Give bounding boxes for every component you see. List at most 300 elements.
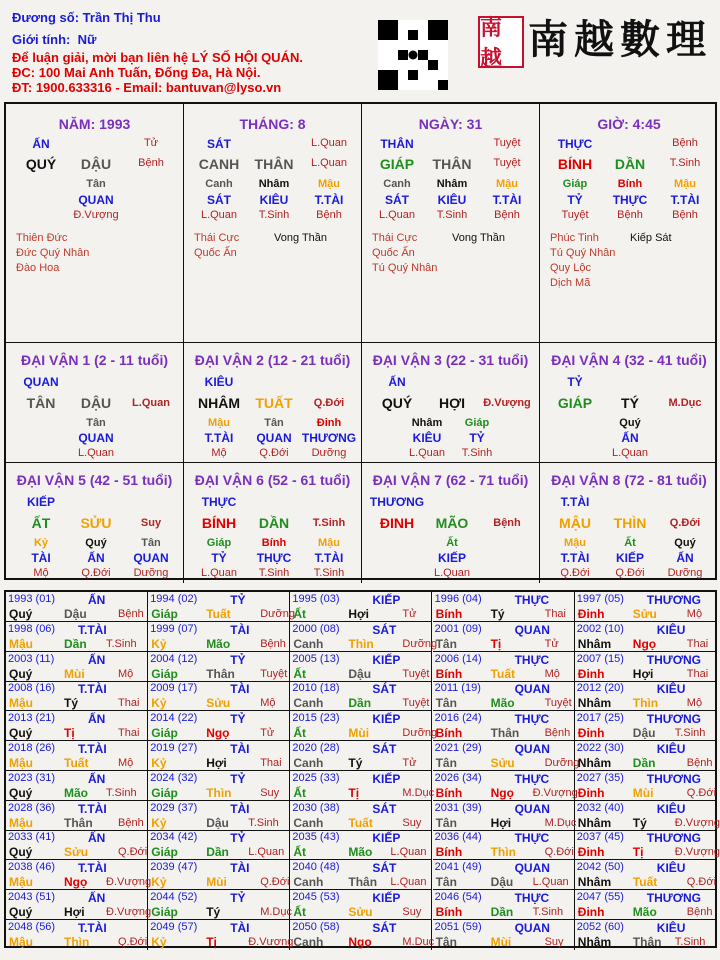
year-stem: Tân xyxy=(435,756,457,770)
year-stem: Nhâm xyxy=(577,815,612,830)
year-god: T.TÀI xyxy=(78,861,107,876)
hidden-stem-stage: L.Quan xyxy=(200,567,238,579)
year-branch: Ngọ xyxy=(64,875,88,890)
dai-van-branch: DẬU xyxy=(80,395,112,411)
year-stem: Tân xyxy=(435,875,457,890)
dai-van-branch: MÃO xyxy=(435,515,469,531)
year-cell[interactable] xyxy=(6,741,148,771)
year-stage: M.Dục xyxy=(402,935,435,948)
year-label: 2015 (23) xyxy=(292,712,340,725)
year-label: 2013 (21) xyxy=(8,712,56,725)
year-cell[interactable] xyxy=(6,681,148,711)
hidden-stem-stage: Q.Đới xyxy=(81,567,111,579)
dai-van-2 xyxy=(184,343,362,463)
year-branch: Mùi xyxy=(348,726,370,741)
year-cell[interactable] xyxy=(433,622,575,652)
year-label: 2005 (13) xyxy=(292,652,340,665)
year-branch: Dần xyxy=(348,696,372,711)
year-label: 2044 (52) xyxy=(150,891,198,903)
year-cell[interactable] xyxy=(6,830,148,860)
year-cell[interactable] xyxy=(290,622,438,652)
year-stem: Nhâm xyxy=(577,696,612,711)
year-branch: Mùi xyxy=(64,666,85,681)
year-branch: Thân xyxy=(64,815,93,830)
year-cell[interactable] xyxy=(575,801,720,831)
year-cell[interactable] xyxy=(148,741,290,771)
year-branch: Tị xyxy=(64,726,75,741)
year-stage: Mộ xyxy=(118,667,134,680)
name-line: Đương số: Trần Thị Thu xyxy=(12,10,161,25)
hidden-stem-god: QUAN xyxy=(78,431,114,445)
hidden-stem: Đinh xyxy=(316,417,342,429)
year-branch: Tị xyxy=(348,785,360,800)
year-cell[interactable] xyxy=(575,890,717,920)
hidden-stem-stage: L.Quan xyxy=(200,209,238,221)
year-stem: Đinh xyxy=(577,607,605,621)
year-cell[interactable] xyxy=(433,920,575,950)
year-cell[interactable] xyxy=(575,771,717,801)
year-stage: Mộ xyxy=(686,697,703,710)
year-label: 2007 (15) xyxy=(576,652,624,665)
year-cell[interactable] xyxy=(575,681,717,711)
dai-van-title: ĐẠI VẬN 7 (62 - 71 tuổi) xyxy=(372,472,529,488)
year-god: SÁT xyxy=(372,920,397,935)
year-branch: Tuất xyxy=(490,666,516,681)
year-label: 2026 (34) xyxy=(434,771,482,784)
year-god: TỶ xyxy=(230,771,246,786)
dai-van-stem: TÂN xyxy=(26,395,56,411)
year-stem: Tân xyxy=(435,934,457,949)
pillar-stem-god: SÁT xyxy=(207,137,231,151)
year-branch: Thân xyxy=(490,726,520,741)
year-label: 2034 (42) xyxy=(150,831,198,844)
year-stem: Quý xyxy=(9,845,33,860)
year-cell[interactable] xyxy=(433,592,575,622)
year-branch: Sửu xyxy=(206,696,231,711)
year-cell[interactable] xyxy=(6,771,148,801)
hidden-stem-god: TÀI xyxy=(31,551,51,565)
year-cell[interactable] xyxy=(290,652,432,682)
pillar-2 xyxy=(184,104,362,342)
year-god: THƯƠNG xyxy=(646,771,701,786)
year-label: 2049 (57) xyxy=(150,920,198,933)
hidden-stem-stage: T.Sinh xyxy=(258,209,290,221)
dai-van-god: TỶ xyxy=(567,375,583,389)
year-cell[interactable] xyxy=(433,771,578,801)
hidden-stem-god: TỶ xyxy=(567,193,583,207)
year-stem: Đinh xyxy=(577,905,605,919)
year-label: 2046 (54) xyxy=(434,891,482,903)
dai-van-2 xyxy=(184,463,362,583)
hidden-stem: Tân xyxy=(86,417,106,429)
dai-van-title: ĐẠI VẬN 2 (12 - 21 tuổi) xyxy=(194,352,351,368)
year-stage: T.Sinh xyxy=(532,906,564,918)
year-stage: Suy xyxy=(402,906,422,918)
star-name: Quy Lộc xyxy=(550,262,591,274)
year-stem: Tân xyxy=(435,636,457,651)
star-name: Tú Quý Nhân xyxy=(550,247,616,259)
year-label: 2024 (32) xyxy=(150,771,198,784)
hidden-stem-god: THƯƠNG xyxy=(301,431,357,445)
year-cell[interactable] xyxy=(575,860,717,890)
year-cell[interactable] xyxy=(290,592,432,622)
year-stem: Mậu xyxy=(9,696,33,711)
hidden-stem-god: KIẾP xyxy=(615,551,644,565)
year-branch: Thìn xyxy=(490,845,516,860)
year-branch: Dậu xyxy=(206,815,229,830)
hidden-stem-god: TỶ xyxy=(469,431,485,445)
year-stage: L.Quan xyxy=(248,846,285,859)
year-stem: Nhâm xyxy=(577,756,612,770)
hidden-stem-stage: Đ.Vượng xyxy=(73,209,119,221)
star-name: Vong Thần xyxy=(274,232,328,244)
year-stage: Thai xyxy=(118,697,140,710)
year-cell[interactable] xyxy=(148,592,295,622)
year-label: 2029 (37) xyxy=(150,801,198,814)
year-cell[interactable] xyxy=(148,801,290,831)
hidden-stem-god: T.TÀI xyxy=(492,193,522,207)
hidden-stem-god: ẤN xyxy=(676,551,694,565)
year-branch: Tuất xyxy=(632,875,658,890)
year-stage: Thai xyxy=(686,637,709,650)
dai-van-stem: BÍNH xyxy=(201,515,237,531)
year-stage: Bệnh xyxy=(260,637,286,650)
year-stage: Bệnh xyxy=(544,727,571,740)
year-label: 2031 (39) xyxy=(434,801,482,814)
year-cell[interactable] xyxy=(290,681,432,711)
year-cell[interactable] xyxy=(575,622,717,652)
year-cell[interactable] xyxy=(290,890,432,920)
year-god: TỶ xyxy=(230,891,246,905)
hidden-stem-god: T.TÀI xyxy=(204,431,234,445)
year-stage: Tuyệt xyxy=(402,667,430,680)
year-label: 2023 (31) xyxy=(8,771,56,784)
year-god: KIẾP xyxy=(372,771,401,786)
hidden-stem-god: KIÊU xyxy=(437,193,467,207)
dai-van-4 xyxy=(540,463,718,583)
year-god: TỶ xyxy=(230,712,246,727)
year-label: 2011 (19) xyxy=(434,682,481,695)
year-cell[interactable] xyxy=(6,890,152,920)
year-label: 2020 (28) xyxy=(292,742,340,754)
year-cell[interactable] xyxy=(433,830,575,860)
year-stem: Giáp xyxy=(151,666,178,681)
year-god: THỰC xyxy=(514,593,550,607)
dai-van-god: KIẾP xyxy=(26,495,55,509)
dai-van-stage: M.Dục xyxy=(668,397,702,409)
year-branch: Mùi xyxy=(490,934,512,949)
year-cell[interactable] xyxy=(148,711,290,741)
pillar-stem: CANH xyxy=(198,156,240,172)
dai-van-stage: Đ.Vượng xyxy=(483,397,531,409)
year-branch: Tị xyxy=(632,845,644,860)
year-branch: Sửu xyxy=(348,905,373,919)
year-stage: Đ.Vượng xyxy=(532,786,578,799)
year-cell[interactable] xyxy=(433,652,575,682)
year-stage: Dưỡng xyxy=(260,608,295,620)
year-god: QUAN xyxy=(514,682,550,697)
dai-van-stem: GIÁP xyxy=(557,395,593,411)
year-label: 2006 (14) xyxy=(434,652,482,665)
year-stem: Ất xyxy=(293,845,307,860)
hidden-stem: Mậu xyxy=(318,178,340,190)
hidden-stem-stage: Bệnh xyxy=(672,209,698,221)
hidden-stem: Mậu xyxy=(318,537,340,549)
hidden-stem-god: KIÊU xyxy=(259,193,289,207)
year-cell[interactable] xyxy=(575,711,717,741)
year-stem: Mậu xyxy=(9,934,33,949)
year-cell[interactable] xyxy=(575,592,717,622)
year-stem: Kỷ xyxy=(151,934,167,949)
year-god: THỰC xyxy=(514,652,550,667)
hidden-stem-god: T.TÀI xyxy=(314,193,344,207)
year-branch: Tý xyxy=(348,756,363,770)
year-cell[interactable] xyxy=(433,711,575,741)
year-stage: Dưỡng xyxy=(544,757,580,769)
year-cell[interactable] xyxy=(148,771,290,801)
year-god: THỰC xyxy=(514,831,550,846)
pillar-stem-stage: L.Quan xyxy=(310,137,348,149)
year-branch: Dần xyxy=(206,845,229,860)
star-name: Đào Hoa xyxy=(16,262,60,274)
hidden-stem: Tân xyxy=(264,417,284,429)
year-stage: Đ.Vượng xyxy=(248,935,294,948)
year-cell[interactable] xyxy=(290,741,432,771)
year-stem: Ất xyxy=(293,666,307,681)
year-cell[interactable] xyxy=(6,801,148,831)
year-branch: Sửu xyxy=(64,845,89,860)
year-label: 2008 (16) xyxy=(8,682,56,695)
year-god: THỰC xyxy=(514,771,550,786)
year-god: T.TÀI xyxy=(78,801,107,816)
year-label: 2043 (51) xyxy=(8,891,56,903)
hidden-stem: Tân xyxy=(86,178,106,190)
year-stage: Q.Đới xyxy=(260,876,290,889)
dai-van-stage: Bệnh xyxy=(493,517,521,529)
year-stage: Mộ xyxy=(544,667,560,680)
hidden-stem-stage: Mộ xyxy=(211,447,227,459)
year-cell[interactable] xyxy=(575,920,717,950)
year-branch: Sửu xyxy=(632,607,657,621)
dai-van-stage: Q.Đới xyxy=(669,517,701,529)
year-stem: Canh xyxy=(293,815,324,830)
hidden-stem-god: QUAN xyxy=(78,193,114,207)
year-cell[interactable] xyxy=(148,652,290,682)
year-god: KIÊU xyxy=(656,920,686,935)
year-cell[interactable] xyxy=(6,711,148,741)
year-cell[interactable] xyxy=(433,860,575,890)
year-branch: Thìn xyxy=(348,636,374,651)
hidden-stem: Kỷ xyxy=(33,537,49,549)
year-cell[interactable] xyxy=(6,860,152,890)
hidden-stem: Ất xyxy=(446,537,458,549)
year-stem: Canh xyxy=(293,696,324,711)
dai-van-god: THƯƠNG xyxy=(369,495,425,509)
year-label: 2033 (41) xyxy=(8,831,56,844)
year-god: TÀI xyxy=(230,861,250,876)
year-label: 2000 (08) xyxy=(292,622,340,635)
year-stem: Kỷ xyxy=(151,636,167,651)
year-branch: Ngọ xyxy=(632,636,657,651)
year-label: 2014 (22) xyxy=(150,712,198,725)
dai-van-branch: TUẤT xyxy=(255,395,293,411)
dai-van-1 xyxy=(6,343,184,463)
hidden-stem-god: KIÊU xyxy=(412,431,442,445)
year-cell[interactable] xyxy=(290,860,432,890)
year-god: ẤN xyxy=(88,712,106,727)
dai-van-stem: NHÂM xyxy=(198,395,240,411)
year-god: TÀI xyxy=(230,622,250,637)
year-stem: Quý xyxy=(9,666,33,681)
year-god: KIẾP xyxy=(372,831,401,846)
star-name: Thái Cực xyxy=(194,232,240,244)
year-cell[interactable] xyxy=(290,711,438,741)
year-branch: Mão xyxy=(64,785,88,800)
year-branch: Mùi xyxy=(206,875,227,890)
year-god: KIẾP xyxy=(372,891,401,905)
year-label: 2030 (38) xyxy=(292,801,340,814)
year-branch: Dần xyxy=(490,905,514,919)
year-stem: Tân xyxy=(435,696,457,711)
year-god: THỰC xyxy=(514,712,550,727)
hidden-stem-stage: L.Quan xyxy=(77,447,115,459)
year-cell[interactable] xyxy=(148,860,290,890)
year-stem: Bính xyxy=(435,845,463,860)
year-god: THƯƠNG xyxy=(646,712,701,727)
year-cell[interactable] xyxy=(6,622,148,652)
year-god: QUAN xyxy=(514,742,550,756)
year-branch: Thân xyxy=(348,875,378,890)
hidden-stem-stage: Bệnh xyxy=(316,209,342,221)
year-god: KIÊU xyxy=(656,742,686,756)
year-cell[interactable] xyxy=(290,920,435,950)
year-god: TÀI xyxy=(230,742,250,756)
year-god: ẤN xyxy=(88,831,106,846)
pillar-branch: THÂN xyxy=(432,156,472,172)
hidden-stem: Mậu xyxy=(674,178,696,190)
year-cell[interactable] xyxy=(148,830,290,860)
hidden-stem: Quý xyxy=(619,417,641,429)
star-name: Vong Thần xyxy=(452,232,506,244)
year-stage: T.Sinh xyxy=(674,935,706,948)
year-cell[interactable] xyxy=(290,830,432,860)
year-stem: Ất xyxy=(293,905,307,919)
dai-van-title: ĐẠI VẬN 5 (42 - 51 tuổi) xyxy=(16,472,173,488)
year-branch: Dậu xyxy=(490,875,514,890)
hidden-stem-stage: T.Sinh xyxy=(258,567,290,579)
year-stem: Mậu xyxy=(9,756,33,770)
hidden-stem: Nhâm xyxy=(436,178,468,190)
hidden-stem: Bính xyxy=(617,178,643,190)
year-stage: Q.Đới xyxy=(686,876,717,889)
year-branch: Dậu xyxy=(64,607,87,621)
phone-line: ĐT: 1900.633316 - Email: bantuvan@lyso.vn xyxy=(12,80,282,95)
year-stem: Mậu xyxy=(9,815,33,830)
year-god: SÁT xyxy=(372,682,397,697)
year-god: T.TÀI xyxy=(78,920,107,935)
year-stage: Q.Đới xyxy=(686,786,717,799)
year-label: 2021 (29) xyxy=(434,742,482,754)
year-branch: Tuất xyxy=(64,756,89,770)
year-cell[interactable] xyxy=(575,830,720,860)
year-stage: Q.Đới xyxy=(118,935,148,948)
dai-van-title: ĐẠI VẬN 4 (32 - 41 tuổi) xyxy=(551,352,707,368)
year-stage: Tử xyxy=(402,608,417,620)
year-cell[interactable] xyxy=(148,890,290,920)
year-stage: Đ.Vượng xyxy=(674,846,720,859)
star-name: Đức Quý Nhân xyxy=(16,247,90,259)
pillar-branch: DẦN xyxy=(614,156,646,172)
year-cell[interactable] xyxy=(433,741,580,771)
year-label: 2050 (58) xyxy=(292,920,340,933)
year-stem: Nhâm xyxy=(577,636,612,651)
year-stage: Thai xyxy=(118,727,140,740)
hidden-stem-stage: T.Sinh xyxy=(436,209,468,221)
year-stage: Dưỡng xyxy=(402,637,438,650)
year-stage: Bệnh xyxy=(686,906,713,918)
year-cell[interactable] xyxy=(433,890,575,920)
year-stem: Mậu xyxy=(9,875,33,890)
hidden-stem-god: SÁT xyxy=(385,193,409,207)
annual-luck-grid xyxy=(4,590,720,949)
year-branch: Mão xyxy=(206,636,231,651)
year-cell[interactable] xyxy=(6,920,148,950)
year-cell[interactable] xyxy=(575,652,717,682)
year-label: 2009 (17) xyxy=(150,682,198,695)
year-cell[interactable] xyxy=(148,622,290,652)
year-cell[interactable] xyxy=(6,652,148,682)
year-stem: Quý xyxy=(9,785,33,800)
year-stage: M.Dục xyxy=(544,816,577,829)
year-cell[interactable] xyxy=(290,801,432,831)
hidden-stem-stage: Dưỡng xyxy=(133,567,169,579)
year-god: KIÊU xyxy=(656,861,686,876)
year-god: THƯƠNG xyxy=(646,652,701,667)
dai-van-title: ĐẠI VẬN 3 (22 - 31 tuổi) xyxy=(372,352,529,368)
year-cell[interactable] xyxy=(433,801,575,831)
year-stage: Tử xyxy=(260,727,275,740)
year-cell[interactable] xyxy=(575,741,717,771)
year-label: 1995 (03) xyxy=(292,593,340,605)
dai-van-branch: THÌN xyxy=(613,515,647,531)
year-god: TÀI xyxy=(230,801,250,816)
year-branch: Hợi xyxy=(632,666,654,681)
dai-van-stage: T.Sinh xyxy=(312,517,346,529)
year-branch: Ngọ xyxy=(490,785,514,800)
year-branch: Tị xyxy=(490,636,502,651)
pillar-3 xyxy=(362,104,540,342)
year-cell[interactable] xyxy=(290,771,435,801)
dai-van-god: ẤN xyxy=(388,375,406,389)
year-stage: Tử xyxy=(402,757,417,769)
hidden-stem-god: SÁT xyxy=(207,193,231,207)
dai-van-title: ĐẠI VẬN 1 (2 - 11 tuổi) xyxy=(20,352,169,368)
year-cell[interactable] xyxy=(6,592,148,622)
year-stem: Tân xyxy=(435,815,457,830)
year-cell[interactable] xyxy=(148,681,290,711)
year-god: ẤN xyxy=(88,771,106,786)
year-cell[interactable] xyxy=(433,681,575,711)
pillar-1 xyxy=(6,104,184,342)
hidden-stem-god: THỰC xyxy=(612,193,648,207)
dai-van-3 xyxy=(362,463,540,583)
year-stage: M.Dục xyxy=(260,906,292,918)
year-label: 2010 (18) xyxy=(292,682,340,695)
year-god: KIẾP xyxy=(372,593,401,607)
dai-van-4 xyxy=(540,343,718,463)
year-cell[interactable] xyxy=(148,920,294,950)
year-stem: Ất xyxy=(293,785,307,800)
